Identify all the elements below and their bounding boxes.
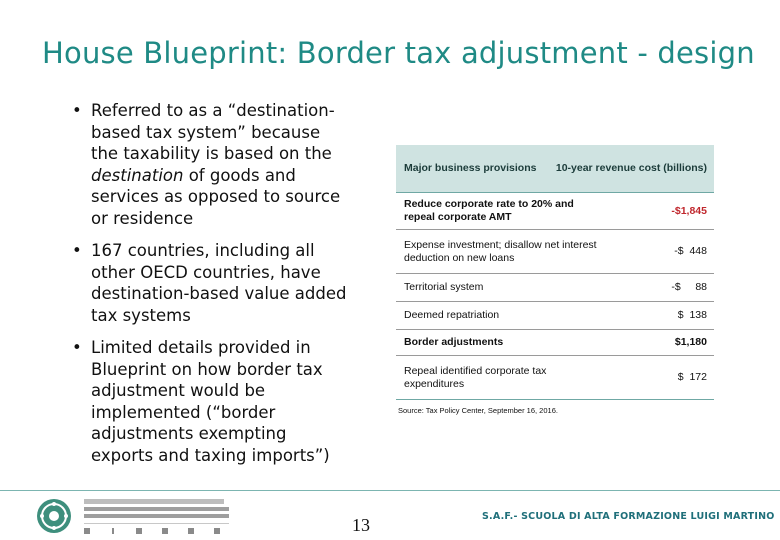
cost-cell: -$ 448	[674, 245, 707, 257]
provisions-table	[396, 145, 714, 400]
slide-title: House Blueprint: Border tax adjustment - design	[42, 36, 755, 70]
logo-emblem-icon	[36, 496, 236, 536]
bullet-list	[70, 100, 350, 477]
table-source: Source: Tax Policy Center, September 16, 2016.	[398, 406, 558, 415]
cost-cell: -$1,845	[671, 204, 707, 217]
cost-cell: -$ 88	[671, 281, 707, 293]
table-row	[396, 230, 714, 274]
cost-cell: $ 172	[677, 371, 707, 383]
cost-cell: $1,180	[674, 336, 707, 348]
cost-cell: $ 138	[677, 309, 707, 321]
page-number: 13	[352, 515, 370, 535]
bullet-text: Referred to as a “destination-based tax system” because the taxability is based on the	[91, 101, 335, 163]
header-provision: Major business provisions	[404, 162, 537, 174]
school-name: S.A.F.- SCUOLA DI ALTA FORMAZIONE LUIGI MARTINO	[482, 511, 775, 522]
table-row	[396, 330, 714, 356]
bullet-italic-text: destination	[91, 165, 184, 185]
provision-cell: Deemed repatriation	[404, 309, 500, 321]
table-row	[396, 302, 714, 330]
bullet-item: • 167 countries, including all other OECD countries, have destination-based value added tax systems	[70, 240, 350, 326]
odcec-milano-logo	[36, 496, 236, 536]
provision-cell: Expense investment; disallow net interest deduction on new loans	[404, 238, 597, 264]
provision-cell: Repeal identified corporate tax expenditures	[404, 364, 547, 390]
provision-cell: Border adjustments	[404, 336, 504, 348]
table-header-row	[396, 145, 714, 193]
header-cost: 10-year revenue cost (billions)	[555, 162, 707, 174]
table-row	[396, 193, 714, 230]
bullet-text: of goods and services as opposed to source or residence	[91, 165, 341, 228]
bullet-item: • Limited details provided in Blueprint on how border tax adjustment would be implemented (“border adjustments exempting exports and taxing imports”)	[70, 337, 350, 466]
provision-cell: Territorial system	[404, 281, 484, 293]
provision-cell: Reduce corporate rate to 20% and repeal corporate AMT	[404, 198, 574, 223]
bullet-item	[70, 100, 350, 229]
footer-divider	[0, 490, 780, 491]
table-row	[396, 356, 714, 400]
table-row	[396, 274, 714, 302]
